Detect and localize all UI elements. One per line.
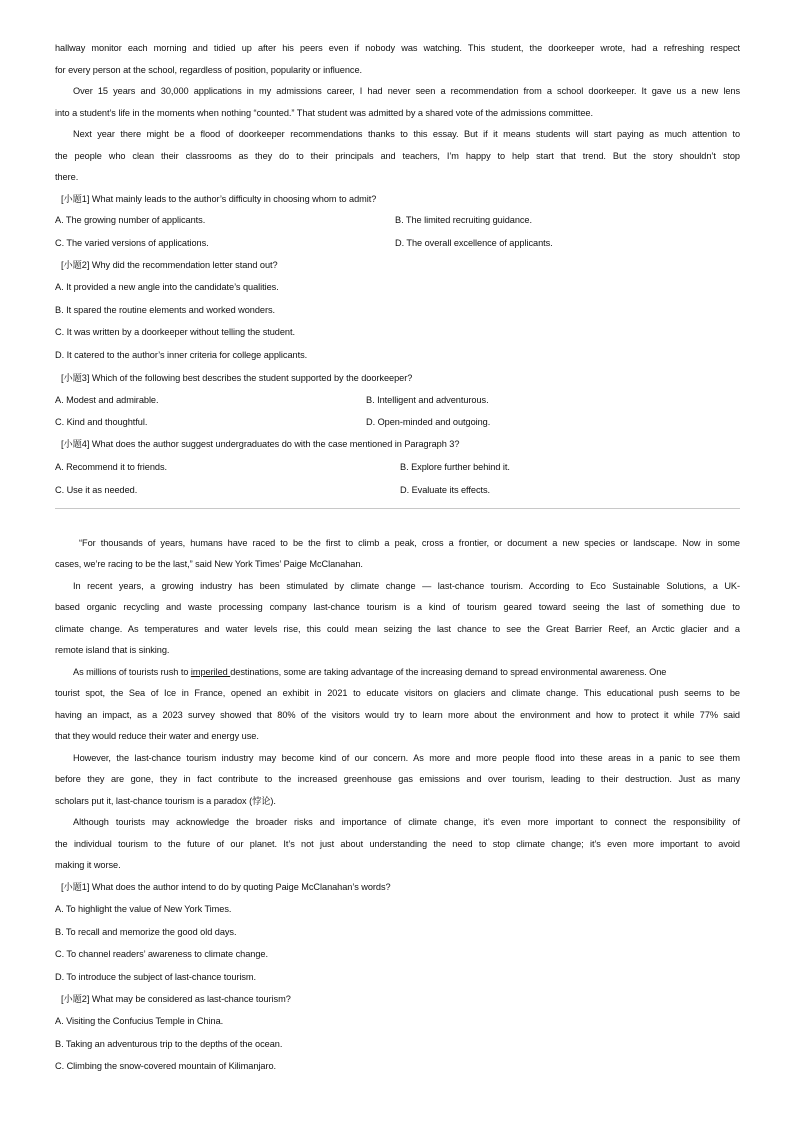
option: A. The growing number of applicants. bbox=[55, 215, 206, 225]
option: B. To recall and memorize the good old days. bbox=[55, 927, 237, 937]
question-label: [小题1] bbox=[61, 194, 90, 204]
option: C. To channel readers’ awareness to climate change. bbox=[55, 949, 268, 959]
question-stem bbox=[61, 193, 746, 206]
option: A. Recommend it to friends. bbox=[55, 462, 168, 472]
passage2-line: cases, we’re racing to be the last,” said New York Times’ Paige McClanahan. bbox=[55, 559, 363, 569]
option: D. The overall excellence of applicants. bbox=[395, 238, 553, 248]
question-text: What does the author intend to do by quoting Paige McClanahan’s words? bbox=[91, 882, 391, 892]
passage1-line: the people who clean their classrooms as they do to their principals and teachers, I’m happy to help start that trend. But the story shouldn’t stop bbox=[55, 151, 740, 161]
option: D. Evaluate its effects. bbox=[400, 485, 491, 495]
passage1-line: into a student’s life in the moments when nothing “counted.” That student was admitted by a shared vote of the admissions committee. bbox=[55, 108, 593, 118]
option: C. The varied versions of applications. bbox=[55, 238, 209, 248]
question-stem bbox=[61, 372, 746, 385]
passage2-line: that they would reduce their water and energy use. bbox=[55, 731, 259, 741]
option: B. It spared the routine elements and worked wonders. bbox=[55, 305, 276, 315]
passage2-line: making it worse. bbox=[55, 860, 121, 870]
option: B. The limited recruiting guidance. bbox=[395, 215, 532, 225]
passage1-line: there. bbox=[55, 172, 79, 182]
option: C. Climbing the snow-covered mountain of Kilimanjaro. bbox=[55, 1061, 277, 1071]
option: C. It was written by a doorkeeper without telling the student. bbox=[55, 327, 295, 337]
question-label: [小题3] bbox=[61, 373, 90, 383]
passage2-line: based organic recycling and waste processing company last-chance tourism is a kind of tourism geared toward seeing the last of something due to bbox=[55, 602, 740, 612]
passage2-line: Although tourists may acknowledge the broader risks and importance of climate change, it’s even more important to connect the responsibility of bbox=[73, 817, 740, 827]
underlined-word: imperiled bbox=[190, 667, 231, 677]
passage2-line: the individual tourism to the future of our planet. It’s not just about understanding the need to stop climate change; it’s even more important to avoid bbox=[55, 839, 740, 849]
passage1-line: Next year there might be a flood of doorkeeper recommendations thanks to this essay. But if it means students will start paying as much attention to bbox=[73, 129, 740, 139]
question-stem bbox=[61, 259, 746, 272]
question-stem bbox=[61, 993, 746, 1006]
passage2-line: However, the last-chance tourism industry may become kind of our concern. As more and more people flood into these areas in a panic to see them bbox=[73, 753, 740, 763]
question-label: [小题2] bbox=[61, 260, 90, 270]
passage2-line bbox=[73, 666, 740, 679]
option: D. Open-minded and outgoing. bbox=[366, 417, 491, 427]
passage2-line: climate change. As temperatures and water levels rise, this could mean seizing the last chance to see the Great Barrier Reef, an Arctic glacier and a bbox=[55, 624, 740, 634]
option: C. Use it as needed. bbox=[55, 485, 138, 495]
passage1-line: for every person at the school, regardless of position, popularity or influence. bbox=[55, 65, 363, 75]
question-stem bbox=[61, 881, 746, 894]
question-text: What does the author suggest undergraduates do with the case mentioned in Paragraph 3? bbox=[91, 439, 460, 449]
passage2-line: scholars put it, last-chance tourism is a paradox (悖论). bbox=[55, 796, 276, 806]
option: A. Modest and admirable. bbox=[55, 395, 159, 405]
option: B. Intelligent and adventurous. bbox=[366, 395, 489, 405]
option: D. It catered to the author’s inner criteria for college applicants. bbox=[55, 350, 308, 360]
question-text: Which of the following best describes the student supported by the doorkeeper? bbox=[91, 373, 413, 383]
section-divider bbox=[55, 508, 740, 509]
option: A. Visiting the Confucius Temple in China. bbox=[55, 1016, 224, 1026]
passage2-line: remote island that is sinking. bbox=[55, 645, 170, 655]
option: B. Explore further behind it. bbox=[400, 462, 510, 472]
question-label: [小题2] bbox=[61, 994, 90, 1004]
question-label: [小题1] bbox=[61, 882, 90, 892]
passage2-line: before they are gone, they in fact contribute to the increased greenhouse gas emissions and over tourism, leading to their destruction. Just as many bbox=[55, 774, 740, 784]
passage1-line: hallway monitor each morning and tidied up after his peers even if nobody was watching. This student, the doorkeeper wrote, had a refreshing respect bbox=[55, 43, 740, 53]
passage2-line: In recent years, a growing industry has been stimulated by climate change — last-chance tourism. According to Eco Sustainable Solutions, a UK- bbox=[73, 581, 740, 591]
question-text: Why did the recommendation letter stand out? bbox=[91, 260, 278, 270]
option: A. To highlight the value of New York Times. bbox=[55, 904, 232, 914]
question-text: What may be considered as last-chance tourism? bbox=[91, 994, 291, 1004]
option: A. It provided a new angle into the candidate’s qualities. bbox=[55, 282, 279, 292]
passage1-line: Over 15 years and 30,000 applications in my admissions career, I had never seen a recommendation from a school doorkeeper. It gave us a new lens bbox=[73, 86, 740, 96]
question-stem bbox=[61, 438, 746, 451]
option: D. To introduce the subject of last-chance tourism. bbox=[55, 972, 257, 982]
option: B. Taking an adventurous trip to the depths of the ocean. bbox=[55, 1039, 283, 1049]
passage2-line: tourist spot, the Sea of Ice in France, opened an exhibit in 2021 to educate visitors on glaciers and climate change. This educational push seems to be bbox=[55, 688, 740, 698]
line-prefix: As millions of tourists rush to bbox=[73, 667, 191, 677]
option: C. Kind and thoughtful. bbox=[55, 417, 148, 427]
question-label: [小题4] bbox=[61, 439, 90, 449]
passage2-line: having an impact, as a 2023 survey showed that 80% of the visitors would try to learn more about the environment and how to protect it while 77% said bbox=[55, 710, 740, 720]
passage2-line: “For thousands of years, humans have raced to be the first to climb a peak, cross a frontier, or document a new species or landscape. Now in some bbox=[79, 538, 740, 548]
line-rest: destinations, some are taking advantage of the increasing demand to spread environmental awareness. One bbox=[230, 667, 667, 677]
question-text: What mainly leads to the author’s difficulty in choosing whom to admit? bbox=[91, 194, 377, 204]
